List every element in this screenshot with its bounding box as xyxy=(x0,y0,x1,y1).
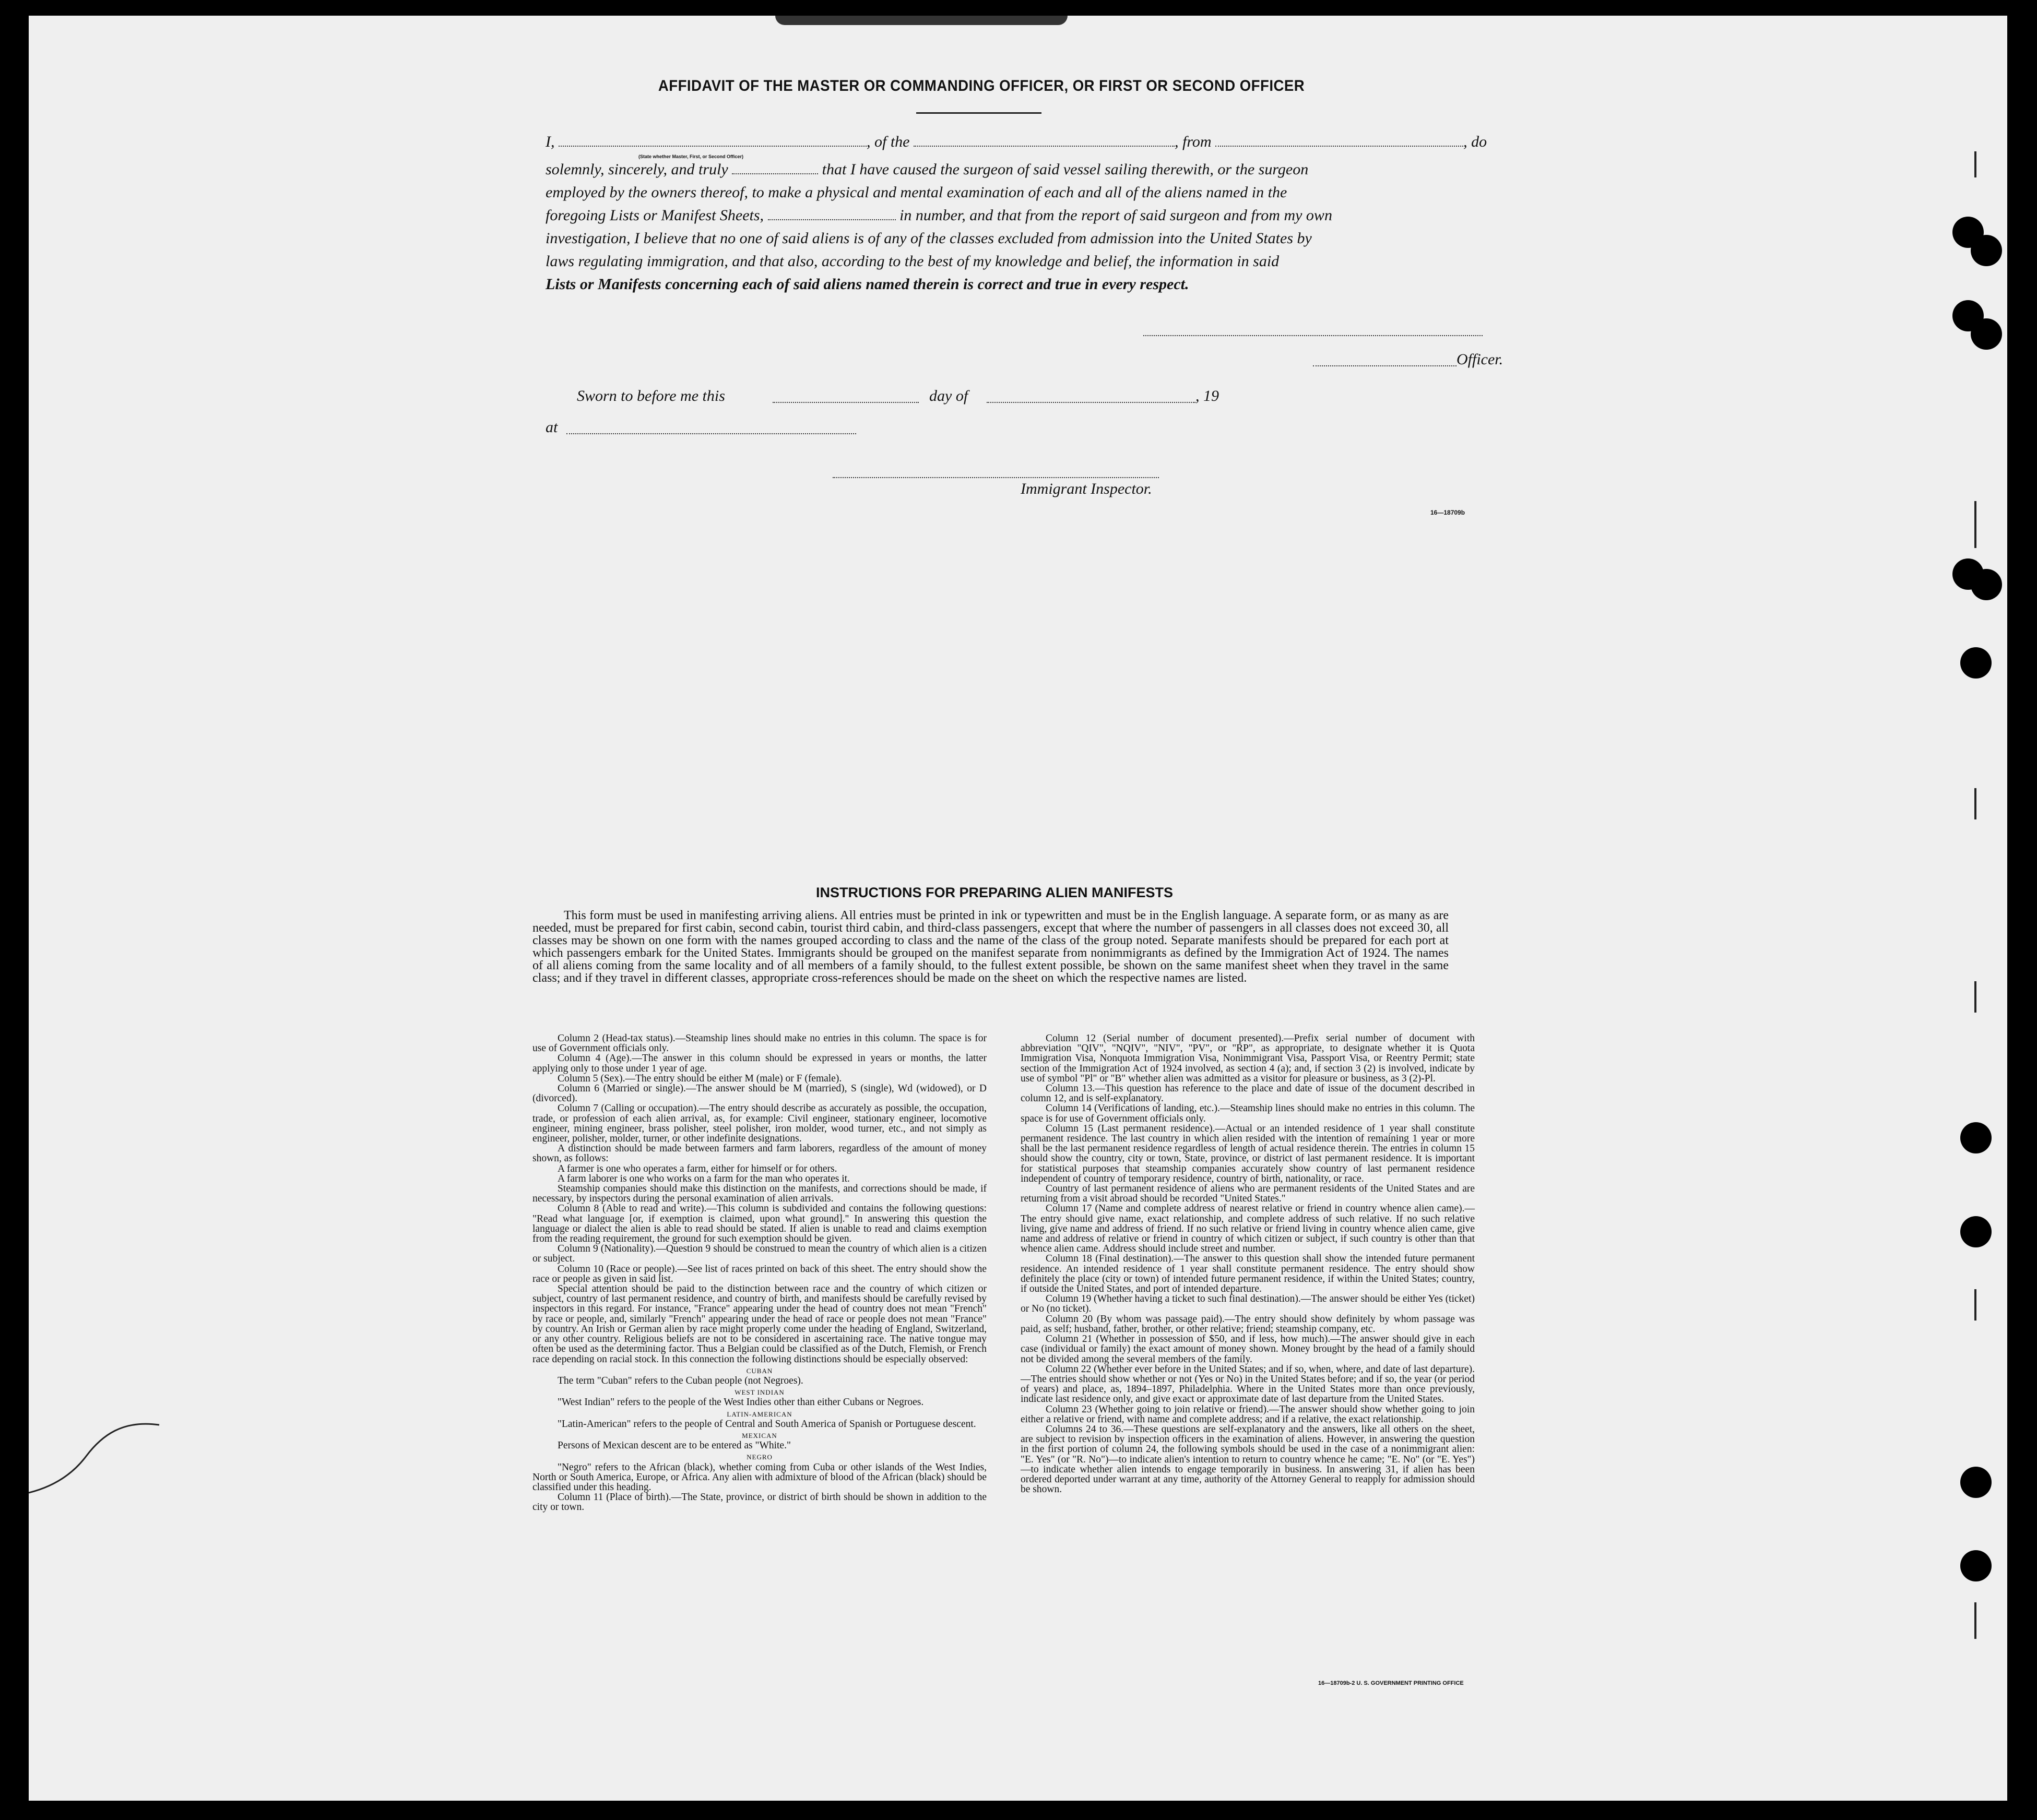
binder-hole-8 xyxy=(1960,1122,1992,1153)
officer-rank-note: (State whether Master, First, or Second Officer) xyxy=(638,154,744,159)
affidavit-line-3: employed by the owners thereof, to make a physical and mental examination of each and all of the aliens named in the xyxy=(546,184,1287,201)
paragraph: Column 19 (Whether having a ticket to such final destination).—The answer should be either Yes (ticket) or No (no ticket). xyxy=(1021,1293,1475,1315)
manifest-back-page xyxy=(29,16,2007,1801)
paragraph: Column 17 (Name and complete address of nearest relative or friend in country whence alien came).—The entry should give name, exact relationship, and complete address of such relative. If no such relative living, give name and address of friend. If no such relative or friend living in country whence alien came, give name and address of relative or friend in country of which citizen or subject, if such country is other than that whence alien came. Address should include street and number. xyxy=(1021,1203,1475,1255)
binder-hole-7 xyxy=(1960,647,1992,679)
pen-stroke xyxy=(29,1414,164,1519)
paragraph: Persons of Mexican descent are to be entered as "White." xyxy=(558,1440,791,1452)
title-rule xyxy=(916,112,1041,114)
affidavit-line-2 xyxy=(546,159,1548,180)
instructions-right-column xyxy=(1021,1033,1475,1494)
paragraph: "Latin-American" refers to the people of Central and South America of Spanish or Portuguese descent. xyxy=(558,1418,976,1430)
paragraph: Column 12 (Serial number of document presented).—Prefix serial number of document with abbreviation "QIV", "NQIV", "NIV", "PV", or "RP", as appropriate, to designate whether it is Quota Immigration Visa, Nonquota Immigration Visa, Nonimmigrant Visa, Passport Visa, or Reentry Permit; state section of the Immigration Act of 1924 involved, as section 4 (a); and, if section 3 (2) is involved, indicate by use of symbol "Pl" or "B" whether alien was admitted as a visitor for pleasure or business, as 3 (2)-Pl. xyxy=(1021,1033,1475,1084)
text: , of the xyxy=(867,133,910,150)
instructions-left-column xyxy=(532,1033,987,1513)
binder-hole-10 xyxy=(1960,1467,1992,1498)
section-heading: WEST INDIAN xyxy=(735,1388,785,1397)
paragraph: Column 8 (Able to read and write).—This column is subdivided and contains the following questions: "Read what language [or, if exemption is claimed, upon what ground]." In answering this question the language or dialect the alien is able to read should be stated. If alien is unable to read and claims exemption from the reading requirement, the ground for such exemption should be given. xyxy=(532,1203,987,1245)
sheet-count-field[interactable] xyxy=(768,208,896,220)
officer-rank-line[interactable] xyxy=(1313,364,1456,366)
edge-mark xyxy=(1974,501,1976,548)
text: , from xyxy=(1175,133,1212,150)
section-heading: CUBAN xyxy=(746,1366,773,1375)
oath-field[interactable] xyxy=(732,162,818,174)
paragraph: Column 9 (Nationality).—Question 9 should be construed to mean the country of which alien is a citizen or subject. xyxy=(532,1243,987,1265)
binder-hole-2 xyxy=(1971,235,2002,266)
paragraph: Column 11 (Place of birth).—The State, province, or district of birth should be shown in addition to the city or town. xyxy=(532,1492,987,1513)
sworn-day-field[interactable] xyxy=(773,401,919,403)
affidavit-line-6: laws regulating immigration, and that also, according to the best of my knowledge and belief, the information in said xyxy=(546,253,1280,270)
paragraph: Special attention should be paid to the distinction between race and the country of which citizen or subject, country of last permanent residence, and country of birth, and manifests should be carefully revised by inspectors in this regard. For instance, "France" appearing under the head of country does not mean "French" by race or people, and, similarly "French" appearing under the head of race or people does not mean "France" by country. An Irish or German alien by race might properly come under the heading of England, Switzerland, or any other country. Religious beliefs are not to be considered in ascertaining race. The native tongue may often be used as the determining factor. Thus a Belgian could be classified as of the Dutch, Flemish, or French race depending on racial stock. In this connection the following distinctions should be especially observed: xyxy=(532,1283,987,1365)
binder-hole-4 xyxy=(1971,318,2002,350)
text: I, xyxy=(546,133,555,150)
inspector-label: Immigrant Inspector. xyxy=(1021,480,1152,497)
sworn-label: Sworn to before me this xyxy=(577,387,725,405)
edge-mark xyxy=(1974,981,1976,1013)
paragraph: Column 15 (Last permanent residence).—Actual or an intended residence of 1 year shall constitute permanent residence. The last country in which alien resided with the intention of remaining 1 year or more shall be the last permanent residence regardless of length of actual residence therein. The entries in column 15 should show the country, city or town, State, province, or district of last permanent residence. It is important for statistical purposes that steamship companies accurately show country of last permanent residence independent of country of temporary residence, country of birth, nationality, or race. xyxy=(1021,1123,1475,1184)
edge-mark xyxy=(1974,788,1976,819)
paragraph: Column 10 (Race or people).—See list of races printed on back of this sheet. The entry should show the race or people as given in said list. xyxy=(532,1263,987,1284)
paragraph: Column 4 (Age).—The answer in this column should be expressed in years or months, the latter applying only to those under 1 year of age. xyxy=(532,1053,987,1074)
affidavit-title: AFFIDAVIT OF THE MASTER OR COMMANDING OFFICER, OR FIRST OR SECOND OFFICER xyxy=(658,77,1305,94)
paragraph: Column 13.—This question has reference to the place and date of issue of the document described in column 12, and is self-explanatory. xyxy=(1021,1083,1475,1104)
form-code: 16—18709b xyxy=(1430,509,1465,516)
year-label: , 19 xyxy=(1195,387,1219,405)
sworn-month-field[interactable] xyxy=(987,401,1195,403)
text: solemnly, sincerely, and truly xyxy=(546,161,728,178)
paragraph: Column 6 (Married or single).—The answer should be M (married), S (single), Wd (widowed), or D (divorced). xyxy=(532,1083,987,1104)
instructions-title: INSTRUCTIONS FOR PREPARING ALIEN MANIFESTS xyxy=(815,885,1174,900)
paragraph: "Negro" refers to the African (black), whether coming from Cuba or other islands of the West Indies, North or South America, Europe, or Africa. Any alien with admixture of blood of the African (black) should be classified under this heading. xyxy=(532,1461,987,1493)
binder-hole-9 xyxy=(1960,1216,1992,1247)
paragraph: A farmer is one who operates a farm, either for himself or for others. xyxy=(558,1163,837,1174)
paragraph: Column 7 (Calling or occupation).—The entry should describe as accurately as possible, the occupation, trade, or profession of each alien arrival, as, for example: Civil engineer, stationary engineer, locomotive engineer, mining engineer, brass polisher, steel polisher, iron molder, wood turner, etc., and not simply as engineer, polisher, molder, turner, or other indefinite designations. xyxy=(532,1103,987,1145)
section-heading: LATIN-AMERICAN xyxy=(727,1410,792,1418)
paragraph: A distinction should be made between farmers and farm laborers, regardless of the amount of money shown, as follows: xyxy=(532,1143,987,1164)
officer-rank-field[interactable] xyxy=(559,134,867,147)
paragraph: Column 18 (Final destination).—The answer to this question shall show the intended future permanent residence. An intended residence of 1 year shall constitute permanent residence. The entry should show definitely the place (city or town) of intended future permanent residence, if within the United States; country, if outside the United States, and port of intended departure. xyxy=(1021,1253,1475,1295)
at-label: at xyxy=(546,419,558,436)
paragraph: Column 23 (Whether going to join relative or friend).—The answer should show whether going to join either a relative or friend, with name and complete address; and if a relative, the exact relationship. xyxy=(1021,1403,1475,1425)
paragraph: Column 14 (Verifications of landing, etc.).—Steamship lines should make no entries in this column. The space is for use of Government officials only. xyxy=(1021,1103,1475,1124)
paragraph: The term "Cuban" refers to the Cuban people (not Negroes). xyxy=(558,1375,803,1386)
paragraph: A farm laborer is one who works on a farm for the man who operates it. xyxy=(558,1173,850,1184)
affidavit-line-5: investigation, I believe that no one of said aliens is of any of the classes excluded from admission into the United States by xyxy=(546,230,1312,247)
paragraph: Column 22 (Whether ever before in the United States; and if so, when, where, and date of last departure).—The entries should show whether or not (Yes or No) in the United States before; and if so, the year (or period of years) and place, as, 1894–1897, Philadelphia. Where in the United States more than once previously, indicate last residence only, and give exact or approximate date of last departure from the United States. xyxy=(1021,1363,1475,1405)
officer-signature-line[interactable] xyxy=(1143,334,1483,336)
binder-hole-11 xyxy=(1960,1550,1992,1581)
instructions-intro xyxy=(532,909,1449,984)
edge-mark xyxy=(1974,1602,1976,1639)
paragraph: Steamship companies should make this distinction on the manifests, and corrections should be made, if necessary, by inspectors during the personal examination of alien arrivals. xyxy=(532,1183,987,1205)
edge-mark xyxy=(1974,1289,1976,1321)
affidavit-line-7: Lists or Manifests concerning each of said aliens named therein is correct and true in every respect. xyxy=(546,276,1189,293)
binder-hole-6 xyxy=(1971,569,2002,600)
paragraph: Columns 24 to 36.—These questions are self-explanatory and the answers, like all others on the sheet, are subject to revision by inspection officers in the examination of aliens. However, in answering the question in the first portion of column 24, the following symbols should be used in the case of a nonimmigrant alien: "E. Yes" (or "R. No")—to indicate alien's intention to return to country whence he came; "E. No" (or "E. Yes")—to indicate whether alien intends to engage temporarily in business. In answering 31, if alien has been ordered deported under warrant at any time, authority of the Attorney General to reapply for admission should be shown. xyxy=(1021,1423,1475,1495)
text: foregoing Lists or Manifest Sheets, xyxy=(546,207,764,224)
text: , do xyxy=(1463,133,1487,150)
day-of-label: day of xyxy=(929,387,968,405)
vessel-name-field[interactable] xyxy=(914,134,1175,147)
inspector-signature-line[interactable] xyxy=(833,476,1159,478)
paragraph: Column 2 (Head-tax status).—Steamship lines should make no entries in this column. The space is for use of Government officials only. xyxy=(532,1033,987,1054)
paragraph: Column 5 (Sex).—The entry should be either M (male) or F (female). xyxy=(558,1073,842,1084)
printer-imprint: 16—18709b-2 U. S. GOVERNMENT PRINTING OFFICE xyxy=(1318,1680,1464,1686)
section-heading: MEXICAN xyxy=(742,1431,777,1440)
text: that I have caused the surgeon of said vessel sailing therewith, or the surgeon xyxy=(822,161,1309,178)
officer-label: Officer. xyxy=(1456,351,1503,368)
affidavit-line-1 xyxy=(546,132,1548,152)
intro-paragraph: This form must be used in manifesting arriving aliens. All entries must be printed in ink or typewritten and must be in the English language. A separate form, or as many as are needed, must be prepared for first cabin, second cabin, tourist third cabin, and third-class passengers, except that where the number of passengers in all classes does not exceed 30, all classes may be shown on one form with the names grouped according to class and the name of the class of the group noted. Separate manifests should be prepared for each port at which passengers embark for the United States. Immigrants should be grouped on the manifest separate from nonimmigrants as defined by the Immigration Act of 1924. The names of all aliens coming from the same locality and of all members of a family should, to the fullest extent possible, be shown on the same manifest sheet when they travel in the same class; and if they travel in different classes, appropriate cross-references should be made on the sheet on which the respective names are listed. xyxy=(532,909,1449,985)
affidavit-line-4 xyxy=(546,205,1548,226)
paragraph: Column 21 (Whether in possession of $50, and if less, how much).—The answer should give in each case (individual or family) the exact amount of money shown. Money brought by the head of a family should not be divided among the several members of the family. xyxy=(1021,1334,1475,1365)
edge-mark xyxy=(1974,151,1976,177)
paragraph: Country of last permanent residence of aliens who are permanent residents of the United States and are returning from a visit abroad should be recorded "United States." xyxy=(1021,1183,1475,1205)
top-edge-smudge xyxy=(775,16,1068,25)
port-field[interactable] xyxy=(1215,134,1463,147)
paragraph: Column 20 (By whom was passage paid).—The entry should show definitely by whom passage was paid, as self; husband, father, brother, or other relative; friend; steamship company, etc. xyxy=(1021,1313,1475,1335)
sworn-place-field[interactable] xyxy=(566,432,856,434)
paragraph: "West Indian" refers to the people of the West Indies other than either Cubans or Negroes. xyxy=(558,1397,924,1408)
section-heading: NEGRO xyxy=(747,1453,773,1461)
text: in number, and that from the report of said surgeon and from my own xyxy=(899,207,1332,224)
